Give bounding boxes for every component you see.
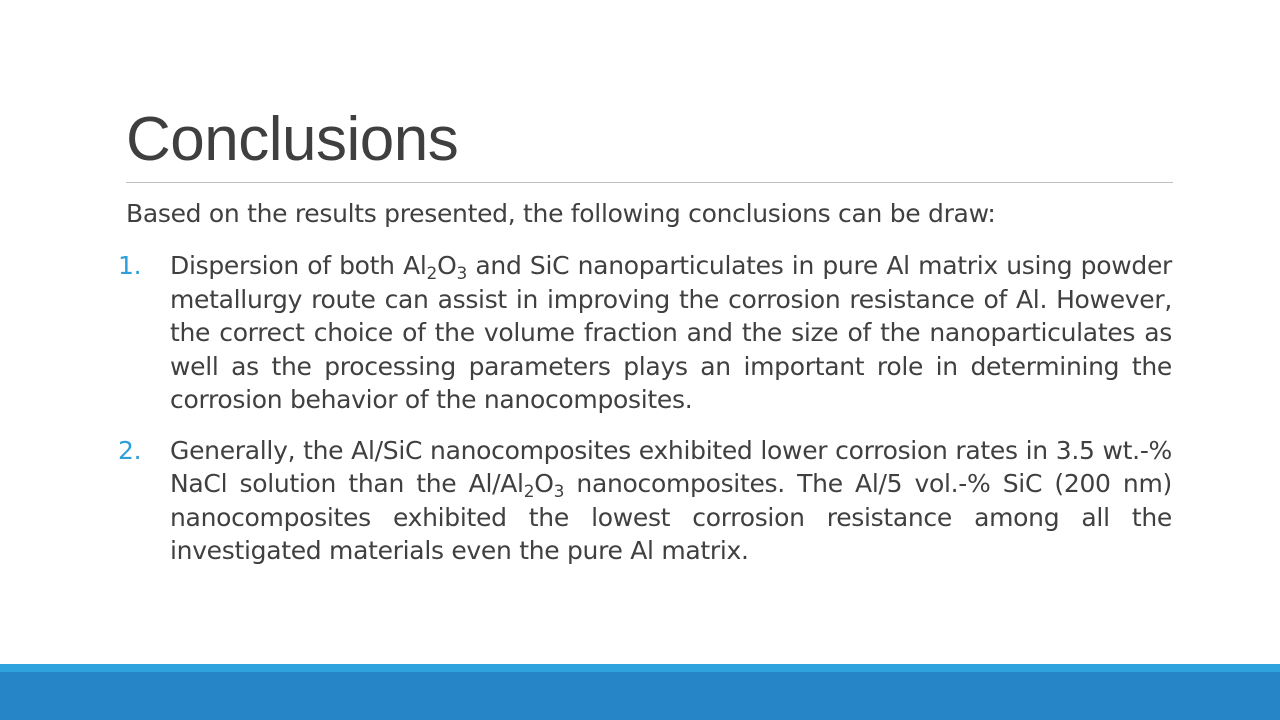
list-item [118,249,1172,417]
conclusions-list [118,249,1172,585]
footer-bar [0,664,1280,720]
intro-text: Based on the results presented, the following conclusions can be draw: [126,199,996,228]
title-divider [126,182,1173,183]
point-text: Generally, the Al/SiC nanocomposites exhibited lower corrosion rates in 3.5 wt.-% NaCl solution than the Al/Al [170,435,1172,498]
point-text: nanocomposites. The Al/5 vol.-% SiC (200 nm) nanocomposites exhibited the lowest corrosion resistance among all the investigated materials even the pure Al matrix. [170,469,1172,565]
slide-title: Conclusions [126,105,459,174]
list-number: 1. [118,251,142,280]
subscript: 3 [456,263,467,284]
subscript: 2 [523,481,535,502]
list-number: 2. [118,435,142,465]
list-item [118,434,1172,568]
point-text: O [534,469,554,498]
point-text: O [437,251,457,280]
point-text: Dispersion of both Al [170,251,427,280]
subscript: 3 [553,481,565,502]
footer-accent-stripe [0,664,1280,672]
point-text: and SiC nanoparticulates in pure Al matrix using powder metallurgy route can assist in improving the corrosion resistance of Al. However, the correct choice of the volume fraction and the size of the nanoparticulates as well as the processing parameters plays an important role in determining the corrosion behavior of the nanocomposites. [170,251,1172,414]
subscript: 2 [426,263,438,284]
